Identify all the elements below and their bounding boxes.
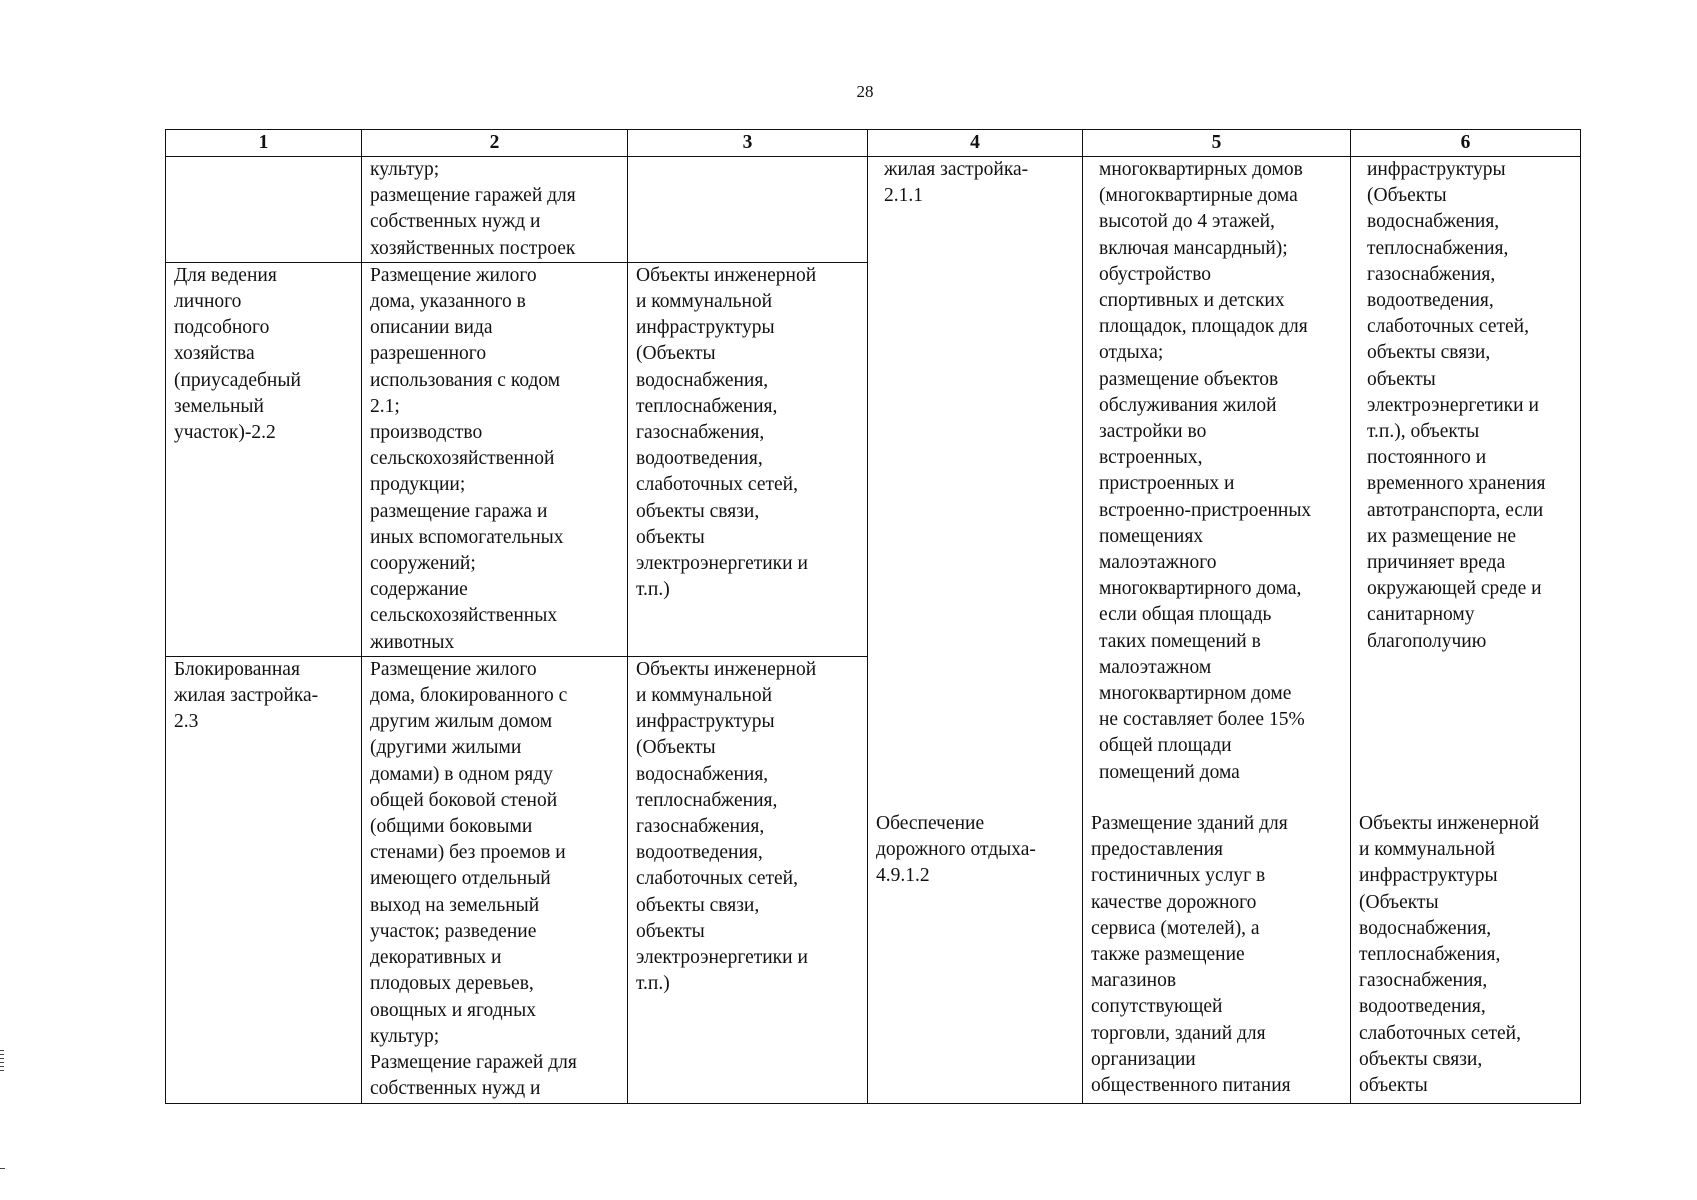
table-row: [166, 157, 1581, 263]
table-header-row: [166, 130, 1581, 157]
regulations-table: [165, 129, 1581, 1104]
row1-col1: [166, 157, 362, 263]
page-number: 28: [856, 82, 874, 101]
scan-margin-marks: [0, 1050, 6, 1074]
cell-text: Размещение жилого дома, указанного в описании вида разрешенного использования с кодом 2.1; производство сельскохозяйственной продукции; размещение гаража и иных вспомогательных сооружений; содержание сельскохозяйственных животных: [370, 264, 564, 653]
cell-text: Блокированная жилая застройка- 2.3: [174, 658, 319, 733]
cell-text: культур; размещение гаражей для собственных нужд и хозяйственных построек: [370, 159, 576, 259]
scan-margin-mark: [0, 1168, 5, 1169]
cell-text: Объекты инженерной и коммунальной инфраструктуры (Объекты водоснабжения, теплоснабжения, газоснабжения, водоотведения, слаботочных сетей, объекты связи, объекты электроэнергетики и т.п.): [636, 658, 817, 995]
merged-col6: [1351, 157, 1581, 1104]
cell-text: многоквартирных домов (многоквартирные дома высотой до 4 этажей, включая мансардный); обустройство спортивных и детских площадок, площадок для отдыха; размещение объектов обслуживания жилой застройки во встроенных, пристроенных и встроенно-пристроенных помещениях малоэтажного многоквартирного дома, если общая площадь таких помещений в малоэтажном многоквартирном доме не составляет более 15% общей площади помещений дома: [1099, 159, 1312, 783]
row1-col2: [362, 157, 628, 263]
row2-col3: [628, 262, 868, 656]
column-header-3: 3: [628, 130, 868, 157]
column-header-6: 6: [1351, 130, 1581, 157]
row2-col2: [362, 262, 628, 656]
cell-text: Объекты инженерной и коммунальной инфраструктуры (Объекты водоснабжения, теплоснабжения, газоснабжения, водоотведения, слаботочных сетей, объекты связи, объекты электроэнергетики и т.п.): [636, 264, 817, 601]
merged-col4: [868, 157, 1083, 1104]
row3-col3: [628, 656, 868, 1103]
cell-text: Обеспечение дорожного отдыха- 4.9.1.2: [876, 813, 1036, 887]
cell-text: Размещение жилого дома, блокированного с другим жилым домом (другими жилыми домами) в одном ряду общей боковой стеной (общими боковыми стенами) без проемов и имеющего отдельный выход на земельный участок; разведение декоративных и плодовых деревьев, овощных и ягодных культур; Размещение гаражей для собственных нужд и: [370, 658, 577, 1100]
cell-text: инфраструктуры (Объекты водоснабжения, теплоснабжения, газоснабжения, водоотведения, слаботочных сетей, объекты связи, объекты электроэнергетики и т.п.), объекты постоянного и временного хранения автотранспорта, если их размещение не причиняет вреда окружающей среде и санитарному благополучию: [1367, 159, 1546, 652]
cell-text: Для ведения личного подсобного хозяйства (приусадебный земельный участок)-2.2: [174, 264, 301, 444]
row3-col1: [166, 656, 362, 1103]
column-header-2: 2: [362, 130, 628, 157]
cell-text: жилая застройка- 2.1.1: [884, 159, 1029, 207]
column-header-1: 1: [166, 130, 362, 157]
merged-col5: [1083, 157, 1351, 1104]
row3-col2: [362, 656, 628, 1103]
cell-text: Размещение зданий для предоставления гостиничных услуг в качестве дорожного сервиса (мотелей), а также размещение магазинов сопутствующей торговли, зданий для организации общественного питания: [1091, 813, 1291, 1097]
row1-col3: [628, 157, 868, 263]
column-header-5: 5: [1083, 130, 1351, 157]
column-header-4: 4: [868, 130, 1083, 157]
row2-col1: [166, 262, 362, 656]
cell-text: Объекты инженерной и коммунальной инфраструктуры (Объекты водоснабжения, теплоснабжения, газоснабжения, водоотведения, слаботочных сетей, объекты связи, объекты: [1359, 813, 1540, 1097]
